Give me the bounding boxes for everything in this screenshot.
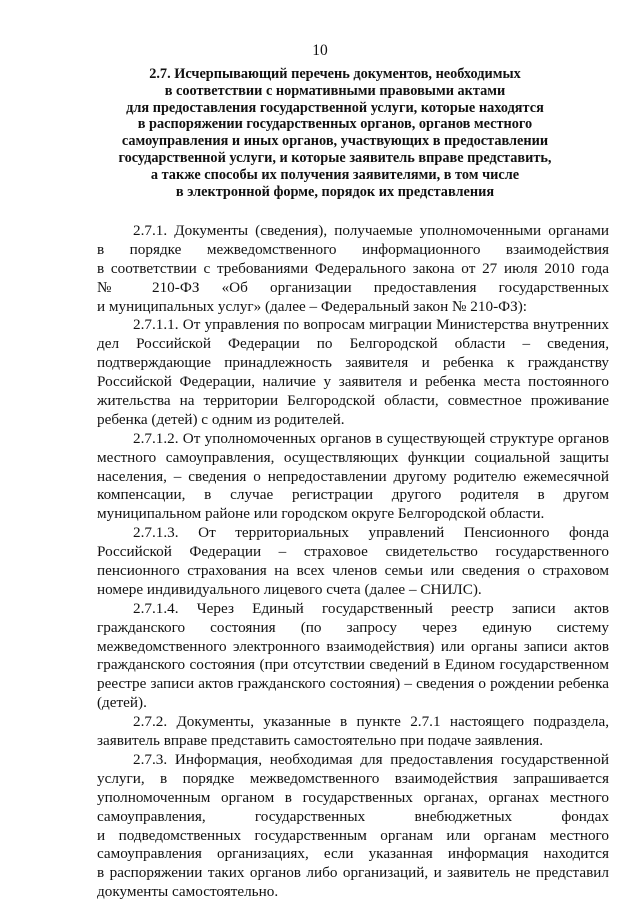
body-text-line: и муниципальных услуг» (далее – Федеральный закон № 210-ФЗ):: [97, 297, 528, 315]
body-text-line: дел Российской Федерации по Белгородской области – сведения,: [97, 335, 609, 353]
body-text-line: самоуправления организациях, если указанная информация находится: [97, 845, 609, 863]
body-text-line: и подведомственных государственным органам или органам местного: [97, 826, 609, 844]
body-text-line: жительства на территории Белгородской области, совместное проживание: [97, 392, 609, 410]
body-text-line: в порядке межведомственного информационного взаимодействия: [97, 240, 609, 258]
body-text-line: документы самостоятельно.: [97, 883, 279, 901]
body-text-line: реестре записи актов гражданского состояния) – сведения о рождении ребенка: [97, 675, 609, 693]
body-text-line: 2.7.1.2. От уполномоченных органов в существующей структуре органов: [133, 429, 609, 447]
heading-line: 2.7. Исчерпывающий перечень документов, необходимых: [149, 66, 521, 82]
section-heading: [100, 66, 570, 200]
body-text-line: межведомственного электронного взаимодействия) или органы записи актов: [97, 637, 609, 655]
body-text-line: 2.7.1. Документы (сведения), получаемые уполномоченными органами: [133, 222, 609, 239]
body-text-line: подтверждающие принадлежность заявителя и ребенка к гражданству: [97, 354, 609, 372]
body-text-line: (детей).: [97, 694, 147, 712]
body-text-line: компенсации, в случае регистрации другого родителя в другом: [97, 486, 609, 504]
body-text-line: гражданского состояния (по запросу через единую систему: [97, 618, 609, 636]
body-text-line: Российской Федерации, наличие у заявителя и ребенка места постоянного: [97, 373, 609, 391]
section-body: [97, 222, 609, 902]
heading-line: а также способы их получения заявителями, в том числе: [150, 166, 520, 183]
heading-line: в соответствии с нормативными правовыми актами: [164, 82, 506, 99]
body-text-line: Российской Федерации – страховое свидетельство государственного: [97, 543, 609, 561]
body-text-line: 2.7.2. Документы, указанные в пункте 2.7.1 настоящего подраздела,: [133, 713, 609, 731]
body-text-line: ребенка (детей) с одним из родителей.: [97, 410, 345, 428]
body-text-line: муниципальном районе или городском округе Белгородской области.: [97, 505, 545, 523]
body-text-line: 2.7.1.1. От управления по вопросам миграции Министерства внутренних: [133, 316, 609, 334]
body-text-line: местного самоуправления, осуществляющих функции социальной защиты: [97, 448, 609, 466]
body-text-line: уполномоченным органом в государственных органах, органах местного: [97, 788, 609, 806]
heading-line: в электронной форме, порядок их представления: [175, 183, 495, 200]
heading-line: государственной услуги, и которые заявитель вправе представить,: [118, 149, 552, 166]
body-text-line: в соответствии с требованиями Федерального закона от 27 июля 2010 года: [97, 259, 609, 277]
body-text-line: 2.7.3. Информация, необходимая для предоставления государственной: [133, 750, 609, 768]
body-text-line: населения, – сведения о непредоставлении другому родителю ежемесячной: [97, 467, 609, 485]
body-text-line: самоуправления, государственных внебюджетных фондах: [97, 807, 609, 825]
heading-line: самоуправления и иных органов, участвующих в предоставлении: [121, 133, 549, 150]
body-text-line: пенсионного страхования на всех членов семьи или сведения о страховом: [97, 562, 609, 580]
body-text-line: 2.7.1.4. Через Единый государственный реестр записи актов: [133, 599, 609, 617]
body-text-line: № 210-ФЗ «Об организации предоставления государственных: [97, 278, 609, 296]
heading-line: в распоряжении государственных органов, органов местного: [137, 116, 533, 133]
heading-line: для предоставления государственной услуги, которые находятся: [126, 99, 544, 116]
body-text-line: заявитель вправе представить самостоятельно при подаче заявления.: [97, 732, 544, 750]
body-text-line: номере индивидуального лицевого счета (далее – СНИЛС).: [97, 580, 482, 598]
body-text-line: гражданского состояния (при отсутствии сведений в Едином государственном: [97, 656, 609, 674]
body-text-line: услуги, в порядке межведомственного взаимодействия запрашивается: [97, 769, 609, 787]
page-number: 10: [312, 42, 328, 59]
body-text-line: в распоряжении таких органов либо организаций, и заявитель не представил: [97, 864, 609, 882]
body-text-line: 2.7.1.3. От территориальных управлений Пенсионного фонда: [133, 524, 609, 542]
